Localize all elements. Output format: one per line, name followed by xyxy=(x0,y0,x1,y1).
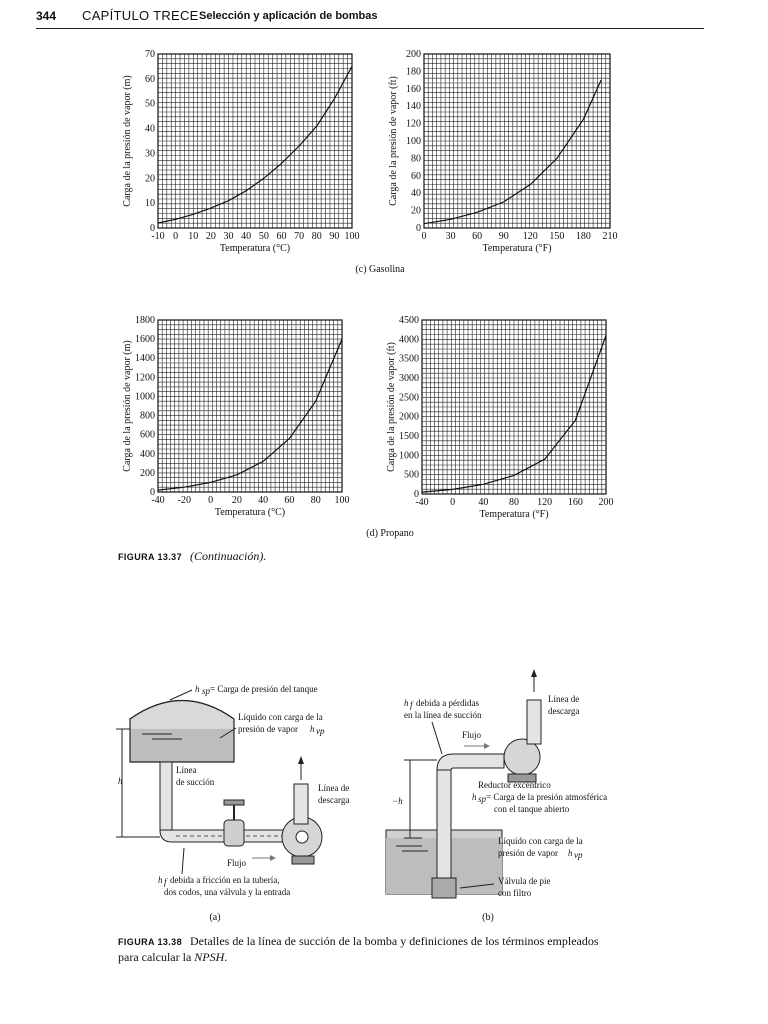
y-tick-label: 160 xyxy=(406,83,421,95)
y-tick-label: 200 xyxy=(140,467,155,479)
svg-text:h: h xyxy=(568,848,573,858)
x-axis-label: Temperatura (°F) xyxy=(482,243,552,254)
suction-label-1: Línea xyxy=(176,765,197,775)
x-axis-label: Temperatura (°C) xyxy=(214,507,286,518)
y-tick-label: 100 xyxy=(406,136,421,147)
discharge-label-2: descarga xyxy=(548,706,580,716)
figure-label: FIGURA 13.37 xyxy=(118,552,182,562)
liquid-label-1: Líquido con carga de la xyxy=(238,712,323,722)
x-tick-label: -40 xyxy=(415,497,429,508)
x-tick-label: -20 xyxy=(177,495,191,506)
chart-grid xyxy=(422,320,606,494)
y-tick-label: 1600 xyxy=(135,334,155,346)
x-tick-label: 180 xyxy=(575,231,591,242)
svg-text:vp: vp xyxy=(574,850,583,860)
svg-text:h: h xyxy=(158,875,163,885)
svg-text:sp: sp xyxy=(202,686,211,696)
y-tick-label: 50 xyxy=(145,98,155,110)
diagram-suction-a xyxy=(112,672,372,922)
x-tick-label: 70 xyxy=(294,231,305,242)
x-tick-label: 50 xyxy=(258,231,269,242)
x-tick-label: -40 xyxy=(151,495,165,506)
chapter-title: CAPÍTULO TRECE xyxy=(82,8,199,23)
y-tick-label: 120 xyxy=(406,118,421,130)
svg-text:vp: vp xyxy=(316,726,325,736)
caption-line-2c: . xyxy=(224,950,228,964)
y-tick-label: 4000 xyxy=(399,334,419,346)
x-tick-label: 30 xyxy=(223,231,234,242)
diagram-suction-b xyxy=(382,662,642,912)
figure-13-37-caption xyxy=(118,549,678,564)
x-tick-label: 150 xyxy=(549,231,565,242)
y-tick-label: 1200 xyxy=(135,372,155,384)
y-tick-label: 0 xyxy=(150,487,155,498)
discharge-label-1: Línea de xyxy=(548,694,580,704)
x-tick-label: 80 xyxy=(310,495,321,506)
discharge-label-2: descarga xyxy=(318,795,350,805)
y-tick-label: 200 xyxy=(406,49,421,60)
y-axis-label: Carga de la presión de vapor (m) xyxy=(122,75,133,207)
chart-propane-metric xyxy=(116,312,356,520)
caption-npsh: NPSH xyxy=(194,950,225,964)
page-number: 344 xyxy=(36,9,57,23)
y-tick-label: 1000 xyxy=(399,450,419,462)
chart-grid xyxy=(158,320,342,492)
y-axis-label: Carga de la presión de vapor (ft) xyxy=(388,76,399,206)
y-tick-label: 1000 xyxy=(135,391,155,403)
flow-label: Flujo xyxy=(462,730,482,740)
flow-label: Flujo xyxy=(227,858,247,868)
y-tick-label: 40 xyxy=(145,123,155,135)
y-tick-label: 0 xyxy=(416,223,421,234)
diagram-a-label: (a) xyxy=(209,912,221,923)
valve-label-2: con filtro xyxy=(498,888,532,898)
y-tick-label: 60 xyxy=(145,73,155,85)
x-tick-label: 60 xyxy=(276,231,287,242)
y-tick-label: 500 xyxy=(404,469,419,481)
svg-text:h: h xyxy=(310,724,315,734)
x-axis-label: Temperatura (°F) xyxy=(479,509,549,520)
caption-text: (Continuación). xyxy=(190,549,267,563)
y-axis-label: Carga de la presión de vapor (m) xyxy=(122,340,133,472)
hs-label: h xyxy=(118,776,123,786)
discharge-label-1: Línea de xyxy=(318,783,350,793)
suction-label-2: de succión xyxy=(176,777,215,787)
y-tick-label: 20 xyxy=(411,205,421,217)
y-tick-label: 40 xyxy=(411,188,421,200)
x-tick-label: 30 xyxy=(445,231,456,242)
y-tick-label: 30 xyxy=(145,148,155,160)
x-tick-label: 60 xyxy=(472,231,483,242)
y-tick-label: 60 xyxy=(411,170,421,182)
x-tick-label: 100 xyxy=(344,231,360,242)
y-tick-label: 1500 xyxy=(399,431,419,442)
running-head xyxy=(36,6,704,29)
valve xyxy=(224,820,244,846)
svg-text:f: f xyxy=(410,700,413,710)
y-tick-label: 2000 xyxy=(399,411,419,423)
hsp-label: = Carga de presión del tanque xyxy=(210,684,318,694)
chart-grid xyxy=(158,54,352,228)
y-axis-label: Carga de la presión de vapor (ft) xyxy=(386,342,397,472)
suction-pipe xyxy=(437,770,451,878)
x-tick-label: 60 xyxy=(284,495,295,506)
hf-label-2: dos codos, una válvula y la entrada xyxy=(164,887,291,897)
x-tick-label: 210 xyxy=(602,231,618,242)
hsp-label-1: = Carga de la presión atmosférica xyxy=(486,792,608,802)
x-tick-label: 160 xyxy=(567,497,583,508)
minus-hs-label: −h xyxy=(392,796,403,806)
svg-text:h: h xyxy=(404,698,409,708)
hsp-label-2: con el tanque abierto xyxy=(494,804,570,814)
y-tick-label: 0 xyxy=(414,489,419,500)
figure-label: FIGURA 13.38 xyxy=(118,937,182,947)
chart-propane-imperial xyxy=(380,312,620,522)
caption-line-2a: para calcular la xyxy=(118,950,195,964)
figure-13-38-caption xyxy=(118,934,678,965)
diagram-b-label: (b) xyxy=(482,912,494,923)
caption-line-1: Detalles de la línea de succión de la bomba y definiciones de los términos empleados xyxy=(190,934,599,948)
x-tick-label: 100 xyxy=(334,495,350,506)
y-tick-label: 70 xyxy=(145,49,155,60)
hf-label-1: debida a fricción en la tubería, xyxy=(170,875,280,885)
svg-text:h: h xyxy=(472,792,477,802)
liquid-label-1: Líquido con carga de la xyxy=(498,836,583,846)
x-tick-label: 80 xyxy=(509,497,519,508)
y-tick-label: 1400 xyxy=(135,353,155,365)
y-tick-label: 140 xyxy=(406,101,421,113)
y-tick-label: 800 xyxy=(140,410,155,422)
y-tick-label: 10 xyxy=(145,198,155,210)
x-tick-label: -10 xyxy=(151,231,165,242)
x-axis-label: Temperatura (°C) xyxy=(219,243,291,254)
x-tick-label: 0 xyxy=(173,231,179,242)
y-tick-label: 80 xyxy=(411,153,421,165)
suction-pipe xyxy=(160,762,172,830)
svg-text:f: f xyxy=(164,877,167,887)
x-tick-label: 10 xyxy=(188,231,199,242)
y-tick-label: 180 xyxy=(406,66,421,78)
x-tick-label: 90 xyxy=(498,231,509,242)
reducer-label: Reductor excéntrico xyxy=(478,780,551,790)
y-tick-label: 3000 xyxy=(399,373,419,384)
y-tick-label: 4500 xyxy=(399,315,419,326)
x-tick-label: 80 xyxy=(311,231,322,242)
svg-text:sp: sp xyxy=(478,794,487,804)
liquid-label-2: presión de vapor xyxy=(498,848,558,858)
y-tick-label: 600 xyxy=(140,429,155,441)
x-tick-label: 200 xyxy=(598,497,614,508)
y-tick-label: 1800 xyxy=(135,315,155,326)
x-tick-label: 20 xyxy=(231,495,242,506)
panel-label-gasoline: (c) Gasolina xyxy=(355,264,405,275)
x-tick-label: 120 xyxy=(537,497,553,508)
x-tick-label: 20 xyxy=(205,231,216,242)
discharge-pipe xyxy=(294,784,308,824)
chart-gasoline-imperial xyxy=(388,46,628,254)
x-tick-label: 40 xyxy=(258,495,269,506)
y-tick-label: 20 xyxy=(145,173,155,185)
x-tick-label: 120 xyxy=(522,231,538,242)
svg-text:h: h xyxy=(195,684,200,694)
x-tick-label: 0 xyxy=(421,231,427,242)
chart-grid xyxy=(424,54,610,228)
x-tick-label: 40 xyxy=(241,231,252,242)
section-title: Selección y aplicación de bombas xyxy=(199,10,378,22)
x-tick-label: 0 xyxy=(208,495,214,506)
hf-label-1: debida a pérdidas xyxy=(416,698,479,708)
y-tick-label: 2500 xyxy=(399,392,419,404)
chart-gasoline-metric xyxy=(118,46,370,254)
x-tick-label: 40 xyxy=(478,497,489,508)
hf-label-2: en la línea de succión xyxy=(404,710,482,720)
y-tick-label: 400 xyxy=(140,448,155,460)
liquid-label-2: presión de vapor xyxy=(238,724,298,734)
discharge-pipe xyxy=(527,700,541,744)
x-tick-label: 90 xyxy=(329,231,340,242)
valve-label-1: Válvula de pie xyxy=(498,876,551,886)
panel-label-propane: (d) Propano xyxy=(366,528,414,539)
y-tick-label: 3500 xyxy=(399,353,419,365)
y-tick-label: 0 xyxy=(150,223,155,234)
x-tick-label: 0 xyxy=(450,497,456,508)
foot-valve xyxy=(432,878,456,898)
